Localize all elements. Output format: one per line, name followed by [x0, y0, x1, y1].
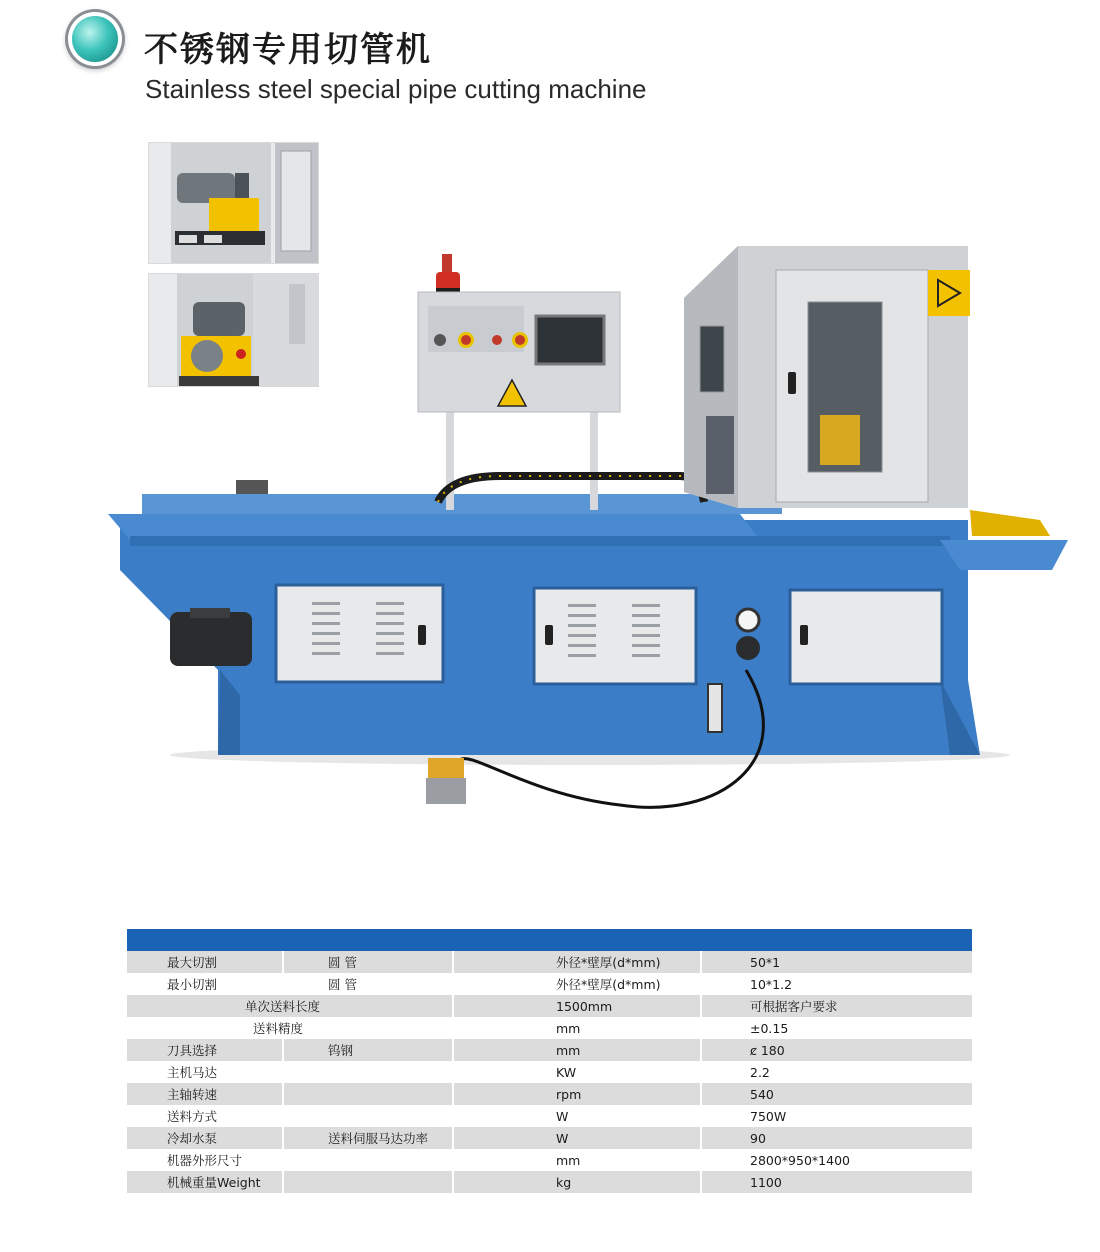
- spec-value: 可根据客户要求: [701, 995, 972, 1017]
- spec-label: 机器外形尺寸: [127, 1149, 283, 1171]
- spec-label: 送料精度: [127, 1017, 453, 1039]
- spec-header-bar: [127, 929, 972, 951]
- table-row: [127, 1083, 972, 1105]
- spec-sub: 钨钢: [283, 1039, 453, 1061]
- spec-unit: W: [453, 1105, 701, 1127]
- table-row: [127, 973, 972, 995]
- table-row: [127, 1039, 972, 1061]
- machine-photo: [100, 240, 1075, 820]
- spec-sub: [283, 1061, 453, 1083]
- spec-unit: kg: [453, 1171, 701, 1193]
- spec-label: 主轴转速: [127, 1083, 283, 1105]
- spec-unit: W: [453, 1127, 701, 1149]
- table-row: [127, 1017, 972, 1039]
- table-row: [127, 1105, 972, 1127]
- spec-table: [127, 951, 972, 1193]
- spec-label: 最大切割: [127, 951, 283, 973]
- page-title-cn: 不锈钢专用切管机: [144, 30, 432, 70]
- spec-value: 90: [701, 1127, 972, 1149]
- spec-value: 1100: [701, 1171, 972, 1193]
- header-bullet-icon: [72, 16, 118, 62]
- spec-label: 送料方式: [127, 1105, 283, 1127]
- spec-unit: rpm: [453, 1083, 701, 1105]
- spec-unit: 外径*壁厚(d*mm): [453, 973, 701, 995]
- spec-label: 刀具选择: [127, 1039, 283, 1061]
- spec-label: 机械重量Weight: [127, 1171, 283, 1193]
- spec-label: 主机马达: [127, 1061, 283, 1083]
- table-row: [127, 1127, 972, 1149]
- spec-label: 冷却水泵: [127, 1127, 283, 1149]
- spec-unit: 外径*壁厚(d*mm): [453, 951, 701, 973]
- table-row: [127, 1149, 972, 1171]
- table-row: [127, 951, 972, 973]
- spec-label: 单次送料长度: [127, 995, 453, 1017]
- page-title-en: Stainless steel special pipe cutting machine: [145, 74, 647, 104]
- spec-unit: KW: [453, 1061, 701, 1083]
- table-row: [127, 1061, 972, 1083]
- spec-sub: [283, 1149, 453, 1171]
- spec-value: ȼ 180: [701, 1039, 972, 1061]
- spec-sub: 送料伺服马达功率: [283, 1127, 453, 1149]
- spec-value: 2.2: [701, 1061, 972, 1083]
- spec-sub: 圆 管: [283, 951, 453, 973]
- spec-unit: mm: [453, 1039, 701, 1061]
- spec-unit: 1500mm: [453, 995, 701, 1017]
- spec-value: 2800*950*1400: [701, 1149, 972, 1171]
- spec-value: 540: [701, 1083, 972, 1105]
- spec-sub: [283, 1171, 453, 1193]
- spec-unit: mm: [453, 1017, 701, 1039]
- spec-sub: 圆 管: [283, 973, 453, 995]
- spec-value: ±0.15: [701, 1017, 972, 1039]
- spec-sub: [283, 1083, 453, 1105]
- spec-unit: mm: [453, 1149, 701, 1171]
- table-row: [127, 1171, 972, 1193]
- spec-value: 750W: [701, 1105, 972, 1127]
- spec-value: 10*1.2: [701, 973, 972, 995]
- spec-sub: [283, 1105, 453, 1127]
- spec-label: 最小切割: [127, 973, 283, 995]
- spec-value: 50*1: [701, 951, 972, 973]
- table-row: [127, 995, 972, 1017]
